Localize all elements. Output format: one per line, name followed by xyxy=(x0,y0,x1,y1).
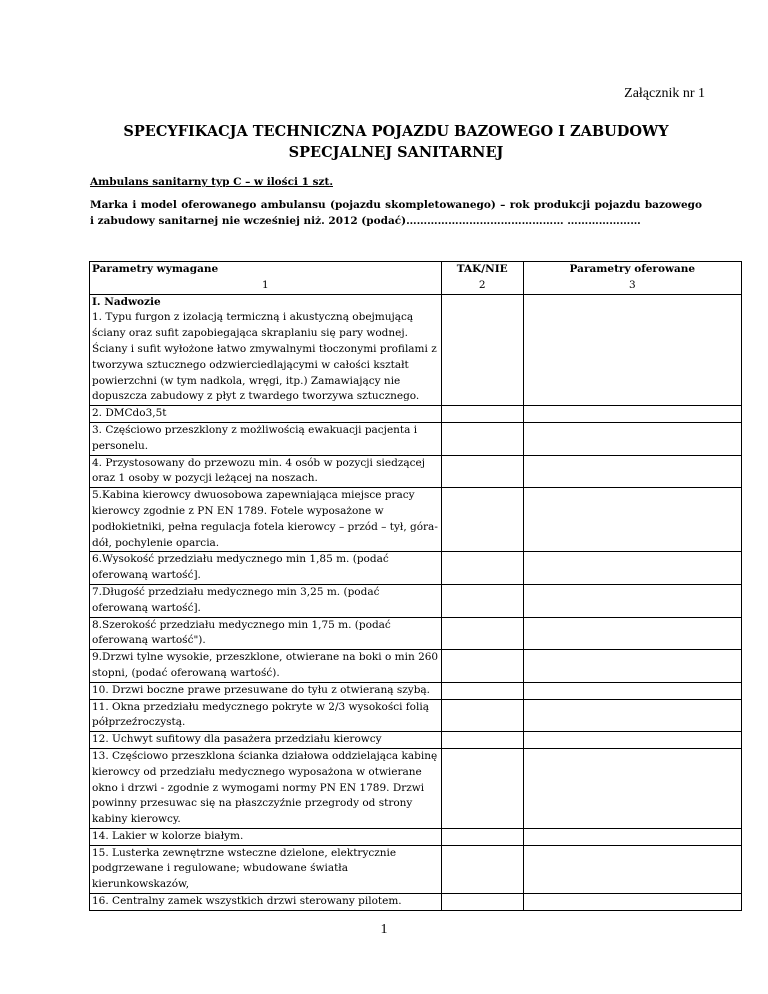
required-parameter-cell xyxy=(90,828,442,845)
offered-parameter-cell[interactable] xyxy=(523,682,741,699)
table-row xyxy=(90,455,742,488)
required-parameter-text: 3. Częściowo przeszklony z możliwością ewakuacji pacjenta i personelu. xyxy=(92,423,418,452)
required-parameter-text: 14. Lakier w kolorze białym. xyxy=(92,829,244,842)
table-row xyxy=(90,699,742,732)
offered-parameter-cell[interactable] xyxy=(523,845,741,893)
document-title: SPECYFIKACJA TECHNICZNA POJAZDU BAZOWEGO I ZABUDOWY SPECJALNEJ SANITARNEJ xyxy=(123,123,669,161)
offered-parameter-cell[interactable] xyxy=(523,699,741,732)
required-parameter-cell xyxy=(90,650,442,683)
yes-no-cell[interactable] xyxy=(441,422,523,455)
yes-no-cell[interactable] xyxy=(441,748,523,828)
table-row xyxy=(90,406,742,423)
required-parameter-text: 4. Przystosowany do przewozu min. 4 osób w pozycji siedzącej oraz 1 osoby w pozycji leżącej na noszach. xyxy=(92,456,425,485)
table-row xyxy=(90,748,742,828)
header-required xyxy=(90,262,442,295)
required-parameter-cell xyxy=(90,748,442,828)
yes-no-cell[interactable] xyxy=(441,584,523,617)
header-required-number: 1 xyxy=(262,278,269,291)
offered-parameter-cell[interactable] xyxy=(523,828,741,845)
required-parameter-text: 13. Częściowo przeszklona ścianka działowa oddzielająca kabinę kierowcy od przedziału medycznego wyposażona w otwierane okno i drzwi - zgodnie z wymogami normy PN EN 1789. Drzwi powinny przesuwac się na płaszczyźnie przegrody od strony kabiny kierowcy. xyxy=(92,749,438,826)
yes-no-cell[interactable] xyxy=(441,455,523,488)
required-parameter-text: 16. Centralny zamek wszystkich drzwi sterowany pilotem. xyxy=(92,895,402,908)
required-parameter-cell xyxy=(90,552,442,585)
annex-label: Załącznik nr 1 xyxy=(624,86,705,101)
yes-no-cell[interactable] xyxy=(441,894,523,911)
section-row xyxy=(90,294,742,310)
offered-parameter-cell[interactable] xyxy=(523,422,741,455)
table-row xyxy=(90,617,742,650)
required-parameter-text: 8.Szerokość przedziału medycznego min 1,75 m. (podać oferowaną wartość"). xyxy=(92,618,391,647)
required-parameter-cell xyxy=(90,584,442,617)
table-row xyxy=(90,488,742,552)
yes-no-cell[interactable] xyxy=(441,406,523,423)
table-row xyxy=(90,894,742,911)
table-row xyxy=(90,552,742,585)
yes-no-cell[interactable] xyxy=(441,828,523,845)
yes-no-cell[interactable] xyxy=(441,732,523,749)
required-parameter-cell xyxy=(90,682,442,699)
yes-no-cell[interactable] xyxy=(441,650,523,683)
offered-parameter-cell[interactable] xyxy=(523,894,741,911)
offered-parameter-cell[interactable] xyxy=(523,650,741,683)
required-parameter-text: 15. Lusterka zewnętrzne wsteczne dzielone, elektrycznie podgrzewane i regulowane; wbudowane światła kierunkowskazów, xyxy=(92,846,397,891)
table-row xyxy=(90,650,742,683)
table-row xyxy=(90,310,742,405)
required-parameter-cell xyxy=(90,488,442,552)
required-parameter-text: 1. Typu furgon z izolacją termiczną i akustyczną obejmującą ściany oraz sufit zapobiegająca skraplaniu się pary wodnej. Ściany i sufit wyłożone łatwo zmywalnymi tłoczonymi profilami z tworzywa sztucznego odzwierciedlającymi w całości kształt powierzchni (w tym nadkola, wręgi, itp.) Zamawiający nie dopuszcza zabudowy z płyt z twardego tworzywa sztucznego. xyxy=(92,311,437,403)
yes-no-cell[interactable] xyxy=(441,845,523,893)
specification-table xyxy=(89,261,742,911)
offered-parameter-cell[interactable] xyxy=(523,617,741,650)
yes-no-cell[interactable] xyxy=(441,552,523,585)
required-parameter-cell xyxy=(90,617,442,650)
header-yes-no-number: 2 xyxy=(478,278,486,291)
header-yes-no-label: TAK/NIE xyxy=(456,263,508,275)
required-parameter-text: 11. Okna przedziału medycznego pokryte w 2/3 wysokości folią półprzeźroczystą. xyxy=(92,700,429,729)
required-parameter-cell xyxy=(90,422,442,455)
offered-parameter-cell[interactable] xyxy=(523,294,741,310)
document-subtitle: Ambulans sanitarny typ C – w ilości 1 szt. xyxy=(90,176,333,188)
required-parameter-text: 12. Uchwyt sufitowy dla pasażera przedziału kierowcy xyxy=(92,733,382,746)
page-number: 1 xyxy=(380,922,388,937)
header-required-label: Parametry wymagane xyxy=(92,263,219,275)
header-offered xyxy=(523,262,741,295)
offered-parameter-cell[interactable] xyxy=(523,748,741,828)
table-row xyxy=(90,682,742,699)
offered-parameter-cell[interactable] xyxy=(523,552,741,585)
required-parameter-cell xyxy=(90,310,442,405)
yes-no-cell[interactable] xyxy=(441,310,523,405)
offered-parameter-cell[interactable] xyxy=(523,584,741,617)
required-parameter-cell xyxy=(90,732,442,749)
required-parameter-cell xyxy=(90,894,442,911)
yes-no-cell[interactable] xyxy=(441,488,523,552)
table-row xyxy=(90,828,742,845)
yes-no-cell[interactable] xyxy=(441,682,523,699)
table-row xyxy=(90,584,742,617)
table-row xyxy=(90,422,742,455)
required-parameter-cell xyxy=(90,845,442,893)
header-offered-number: 3 xyxy=(628,278,636,291)
required-parameter-cell xyxy=(90,406,442,423)
header-offered-label: Parametry oferowane xyxy=(569,263,696,275)
table-row xyxy=(90,845,742,893)
required-parameter-cell xyxy=(90,294,442,310)
required-parameter-text: 10. Drzwi boczne prawe przesuwane do tyłu z otwieraną szybą. xyxy=(92,683,431,696)
header-yes-no xyxy=(441,262,523,295)
yes-no-cell[interactable] xyxy=(441,699,523,732)
offered-parameter-cell[interactable] xyxy=(523,732,741,749)
yes-no-cell[interactable] xyxy=(441,617,523,650)
required-parameter-text: 2. DMCdo3,5t xyxy=(92,407,167,420)
required-parameter-text: I. Nadwozie xyxy=(92,295,161,308)
required-parameter-text: 5.Kabina kierowcy dwuosobowa zapewniająca miejsce pracy kierowcy zgodnie z PN EN 1789. Fotele wyposażone w podłokietniki, pełna regulacja fotela kierowcy – przód – tył, góra-dół, pochylenie oparcia. xyxy=(92,489,438,549)
intro-paragraph: Marka i model oferowanego ambulansu (pojazdu skompletowanego) – rok produkcji pojazdu bazowego i zabudowy sanitarnej nie wcześniej niż. 2012 (podać)……………………………………… ………………… xyxy=(90,199,702,227)
required-parameter-cell xyxy=(90,455,442,488)
required-parameter-text: 7.Długość przedziału medycznego min 3,25 m. (podać oferowaną wartość]. xyxy=(92,585,380,614)
offered-parameter-cell[interactable] xyxy=(523,310,741,405)
offered-parameter-cell[interactable] xyxy=(523,406,741,423)
required-parameter-text: 9.Drzwi tylne wysokie, przeszklone, otwierane na boki o min 260 stopni, (podać oferowaną wartość). xyxy=(92,651,439,679)
offered-parameter-cell[interactable] xyxy=(523,488,741,552)
offered-parameter-cell[interactable] xyxy=(523,455,741,488)
yes-no-cell[interactable] xyxy=(441,294,523,310)
required-parameter-cell xyxy=(90,699,442,732)
table-header-row xyxy=(90,262,742,295)
required-parameter-text: 6.Wysokość przedziału medycznego min 1,85 m. (podać oferowaną wartość]. xyxy=(92,553,389,582)
table-row xyxy=(90,732,742,749)
